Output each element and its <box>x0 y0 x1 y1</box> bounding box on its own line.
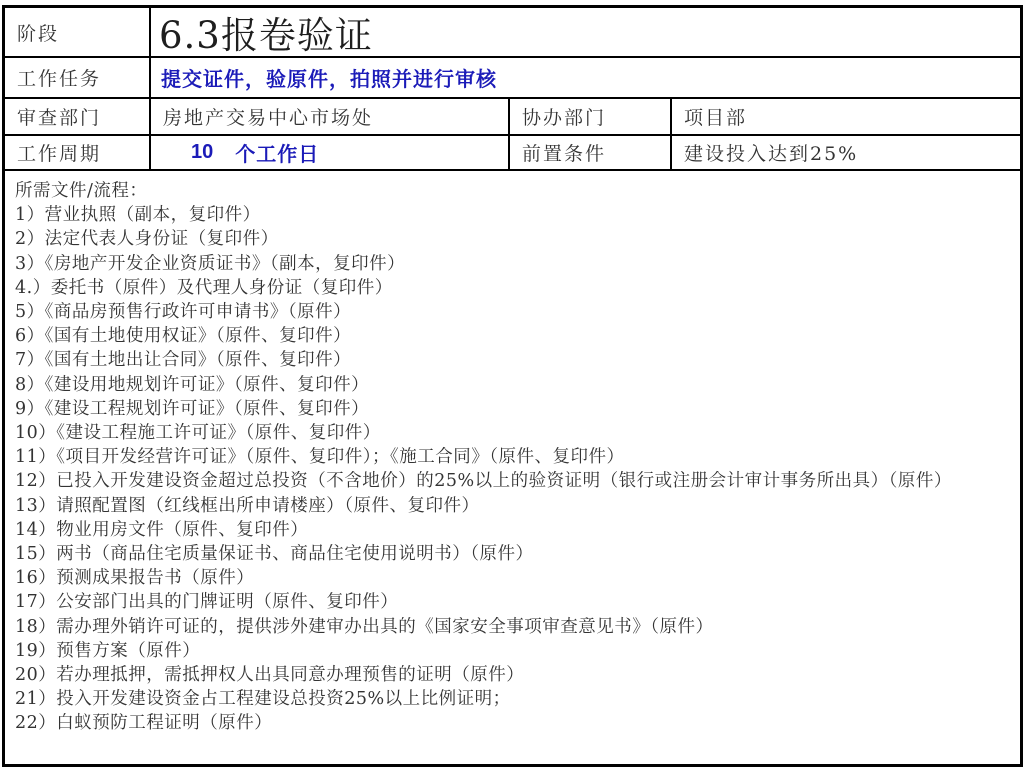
assist-dept-label: 协办部门 <box>510 99 672 136</box>
task-value: 提交证件，验原件，拍照并进行审核 <box>151 58 1020 99</box>
document-list-item: 22）白蚁预防工程证明（原件） <box>15 713 273 734</box>
documents-section <box>5 171 1020 764</box>
document-list-item: 11）《项目开发经营许可证》（原件、复印件）；《施工合同》（原件、复印件） <box>15 447 625 468</box>
work-period-unit: 个工作日 <box>235 144 320 166</box>
document-list-item: 10）《建设工程施工许可证》（原件、复印件） <box>15 423 381 444</box>
document-list-item: 2）法定代表人身份证（复印件） <box>15 229 279 250</box>
work-period-number: 10 <box>191 141 214 163</box>
work-period-value <box>151 136 510 171</box>
document-list-item: 16）预测成果报告书（原件） <box>15 568 255 589</box>
document-list-item: 13）请照配置图（红线框出所申请楼座）（原件、复印件） <box>15 495 480 516</box>
document-list-item: 20）若办理抵押，需抵押权人出具同意办理预售的证明（原件） <box>15 665 525 686</box>
document-list-item: 7）《国有土地出让合同》（原件、复印件） <box>15 350 352 371</box>
precondition-label: 前置条件 <box>510 136 672 171</box>
document-list <box>15 203 1010 735</box>
document-list-item: 14）物业用房文件（原件、复印件） <box>15 519 309 540</box>
document-list-item: 9）《建设工程规划许可证》（原件、复印件） <box>15 398 370 419</box>
assist-dept-value: 项目部 <box>672 99 1020 136</box>
review-dept-label: 审查部门 <box>5 99 151 136</box>
document-list-item: 6）《国有土地使用权证》（原件、复印件） <box>15 326 352 347</box>
stage-title: 6.3报卷验证 <box>151 8 1020 58</box>
document-list-item: 8）《建设用地规划许可证》（原件、复印件） <box>15 374 370 395</box>
precondition-value: 建设投入达到25% <box>672 136 1020 171</box>
document-list-item: 18）需办理外销许可证的，提供涉外建审办出具的《国家安全事项审查意见书》（原件） <box>15 616 714 637</box>
documents-header: 所需文件/流程： <box>15 181 148 201</box>
document-list-item: 5）《商品房预售行政许可申请书》（原件） <box>15 302 352 323</box>
work-period-label: 工作周期 <box>5 136 151 171</box>
document-list-item: 19）预售方案（原件） <box>15 640 201 661</box>
document-list-item: 3）《房地产开发企业资质证书》（副本，复印件） <box>15 253 406 274</box>
document-list-item: 4.）委托书（原件）及代理人身份证（复印件） <box>15 277 393 298</box>
document-list-item: 21）投入开发建设资金占工程建设总投资25%以上比例证明； <box>15 689 511 710</box>
process-table <box>2 5 1023 767</box>
document-list-item: 17）公安部门出具的门牌证明（原件、复印件） <box>15 592 399 613</box>
document-list-item: 15）两书（商品住宅质量保证书、商品住宅使用说明书）（原件） <box>15 544 534 565</box>
document-list-item: 12）已投入开发建设资金超过总投资（不含地价）的25%以上的验资证明（银行或注册会计审计事务所出具）（原件） <box>15 471 952 492</box>
document-list-item: 1）营业执照（副本，复印件） <box>15 205 261 226</box>
review-dept-value: 房地产交易中心市场处 <box>151 99 510 136</box>
stage-label: 阶段 <box>5 8 151 58</box>
task-label: 工作任务 <box>5 58 151 99</box>
